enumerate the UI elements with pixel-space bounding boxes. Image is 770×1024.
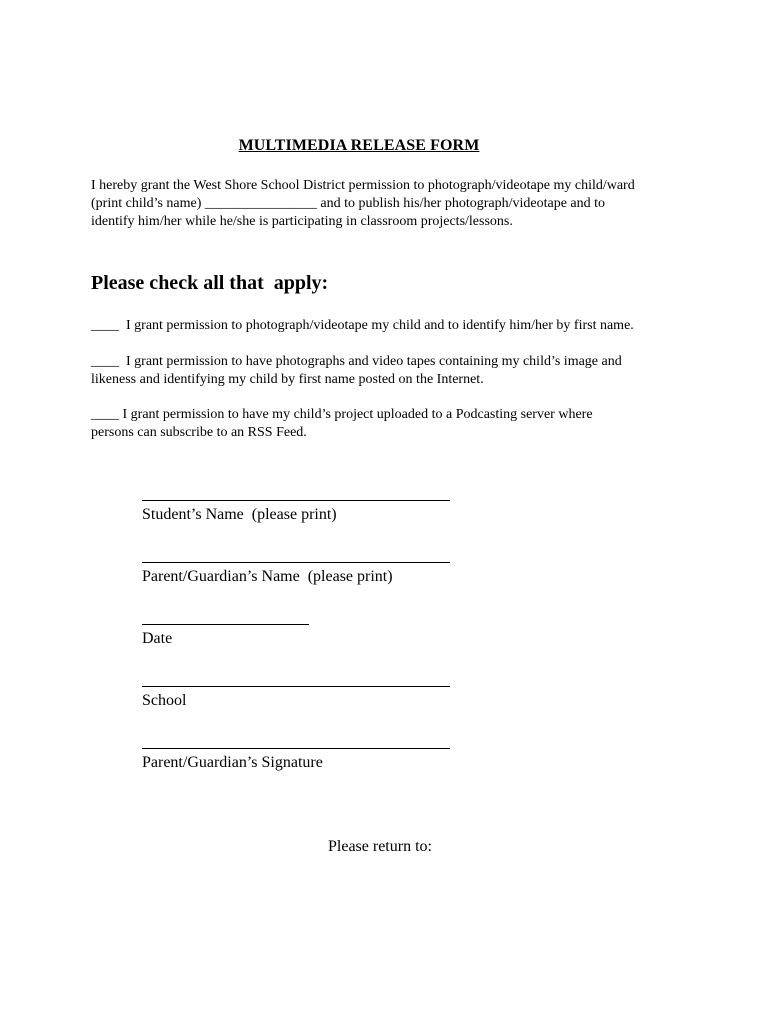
- school-field[interactable]: [142, 672, 450, 710]
- form-title: MULTIMEDIA RELEASE FORM: [238, 137, 480, 154]
- option-text: ____ I grant permission to photograph/videotape my child and to identify him/her by first name.: [91, 318, 634, 333]
- parent-name-field[interactable]: [142, 548, 450, 586]
- option-text: ____ I grant permission to have my child’s project uploaded to a Podcasting server where: [91, 407, 593, 422]
- permission-option-podcast[interactable]: [91, 406, 691, 442]
- field-label: Parent/Guardian’s Name (please print): [142, 568, 393, 585]
- signature-line[interactable]: [142, 562, 450, 563]
- intro-line: I hereby grant the West Shore School District permission to photograph/videotape my child/ward: [91, 178, 635, 193]
- field-label: Student’s Name (please print): [142, 506, 337, 523]
- signature-line[interactable]: [142, 500, 450, 501]
- date-field[interactable]: [142, 610, 309, 648]
- permission-option-first-name[interactable]: [91, 317, 691, 335]
- return-to-text: Please return to:: [328, 838, 432, 855]
- field-label: Parent/Guardian’s Signature: [142, 754, 323, 771]
- signature-line[interactable]: [142, 624, 309, 625]
- intro-line: (print child’s name) ________________ and to publish his/her photograph/videotape and to: [91, 196, 606, 211]
- permission-option-internet[interactable]: [91, 353, 691, 389]
- signature-line[interactable]: [142, 686, 450, 687]
- option-text: persons can subscribe to an RSS Feed.: [91, 425, 307, 440]
- intro-paragraph: [91, 177, 691, 231]
- field-label: School: [142, 692, 187, 709]
- option-text: likeness and identifying my child by first name posted on the Internet.: [91, 372, 484, 387]
- signature-line[interactable]: [142, 748, 450, 749]
- student-name-field[interactable]: [142, 486, 450, 524]
- check-heading: Please check all that apply:: [91, 272, 329, 294]
- option-text: ____ I grant permission to have photographs and video tapes containing my child’s image and: [91, 354, 622, 369]
- field-label: Date: [142, 630, 173, 647]
- intro-line: identify him/her while he/she is participating in classroom projects/lessons.: [91, 214, 513, 229]
- parent-signature-field[interactable]: [142, 734, 450, 772]
